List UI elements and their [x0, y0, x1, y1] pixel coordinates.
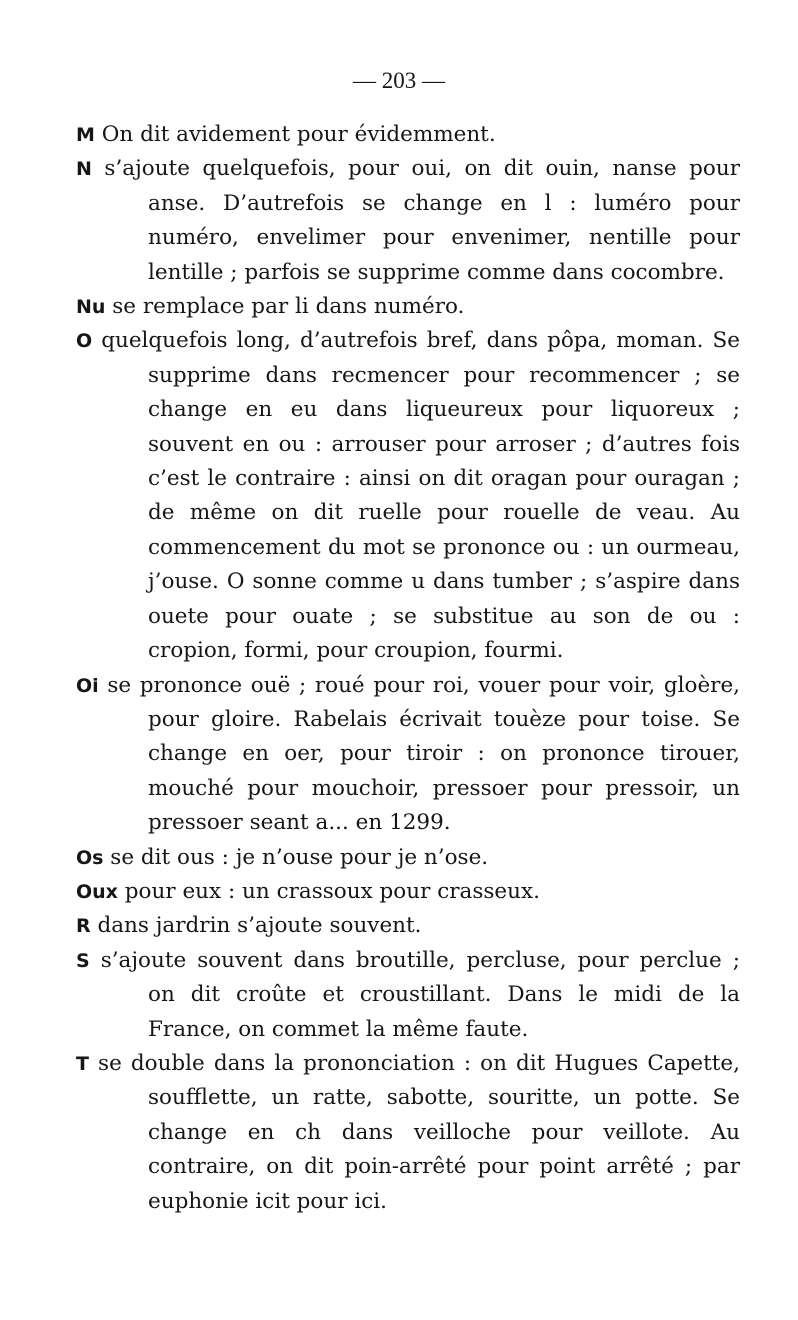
- entry-text: se double dans la prononciation : on dit Hugues Capette, soufflette, un ratte, sabotte, souritte, un potte. Se change en ch dans veilloche pour veillote. Au contraire, on dit poin-arrêté pour point arrêté ; par euphonie icit pour ici.: [88, 1050, 740, 1214]
- entry-head: Oi: [76, 674, 99, 697]
- page-number: — 203 —: [353, 68, 445, 93]
- entry-head: N: [76, 158, 92, 181]
- entry-text: se remplace par li dans numéro.: [105, 294, 465, 320]
- entry-text: On dit avidement pour évidemment.: [94, 122, 496, 147]
- entry-head: T: [76, 1052, 89, 1075]
- entry-text: pour eux : un crassoux pour crasseux.: [117, 878, 540, 904]
- entry-n: [76, 152, 740, 290]
- entry-head: M: [76, 124, 95, 146]
- entry-t: [76, 1047, 740, 1219]
- entry-head: Nu: [76, 296, 106, 319]
- entry-oi: [76, 669, 740, 841]
- entry-o: [76, 324, 740, 668]
- entry-os: [76, 841, 740, 875]
- entry-m: [76, 118, 740, 152]
- entry-head: Oux: [76, 880, 118, 903]
- entry-text: dans jardrin s’ajoute souvent.: [90, 913, 422, 939]
- entry-head: O: [76, 330, 93, 353]
- entry-list: [76, 118, 740, 1219]
- entry-r: [76, 909, 740, 943]
- entry-text: quelquefois long, d’autrefois bref, dans pôpa, moman. Se supprime dans recmencer pour recommencer ; se change en eu dans liqueureux pour liquoreux ; souvent en ou : arrouser pour arroser ; d’autres fois c’est le contraire : ainsi on dit oragan pour ouragan ; de même on dit ruelle pour rouelle de veau. Au commencement du mot se prononce ou : un ourmeau, j’ouse. O sonne comme u dans tumber ; s’aspire dans ouete pour ouate ; se substitue au son de ou : cropion, formi, pour croupion, fourmi.: [92, 328, 740, 664]
- entry-text: s’ajoute quelquefois, pour oui, on dit ouin, nanse pour anse. D’autrefois se change en l : luméro pour numéro, envelimer pour envenimer, nentille pour lentille ; parfois se supprime comme dans cocombre.: [91, 156, 740, 285]
- entry-text: s’ajoute souvent dans broutille, percluse, pour perclue ; on dit croûte et croustillant. Dans le midi de la France, on commet la même faute.: [89, 947, 740, 1042]
- entry-oux: [76, 875, 740, 909]
- entry-nu: [76, 290, 740, 324]
- entry-text: se dit ous : je n’ouse pour je n’ose.: [103, 844, 489, 870]
- entry-text: se prononce ouë ; roué pour roi, vouer pour voir, gloère, pour gloire. Rabelais écrivait touèze pour toise. Se change en oer, pour tiroir : on prononce tirouer, mouché pour mouchoir, pressoer pour pressoir, un pressoer seant a... en 1299.: [98, 672, 740, 836]
- entry-head: S: [76, 949, 90, 972]
- entry-head: Os: [76, 846, 104, 869]
- entry-head: R: [76, 915, 91, 938]
- entry-s: [76, 944, 740, 1047]
